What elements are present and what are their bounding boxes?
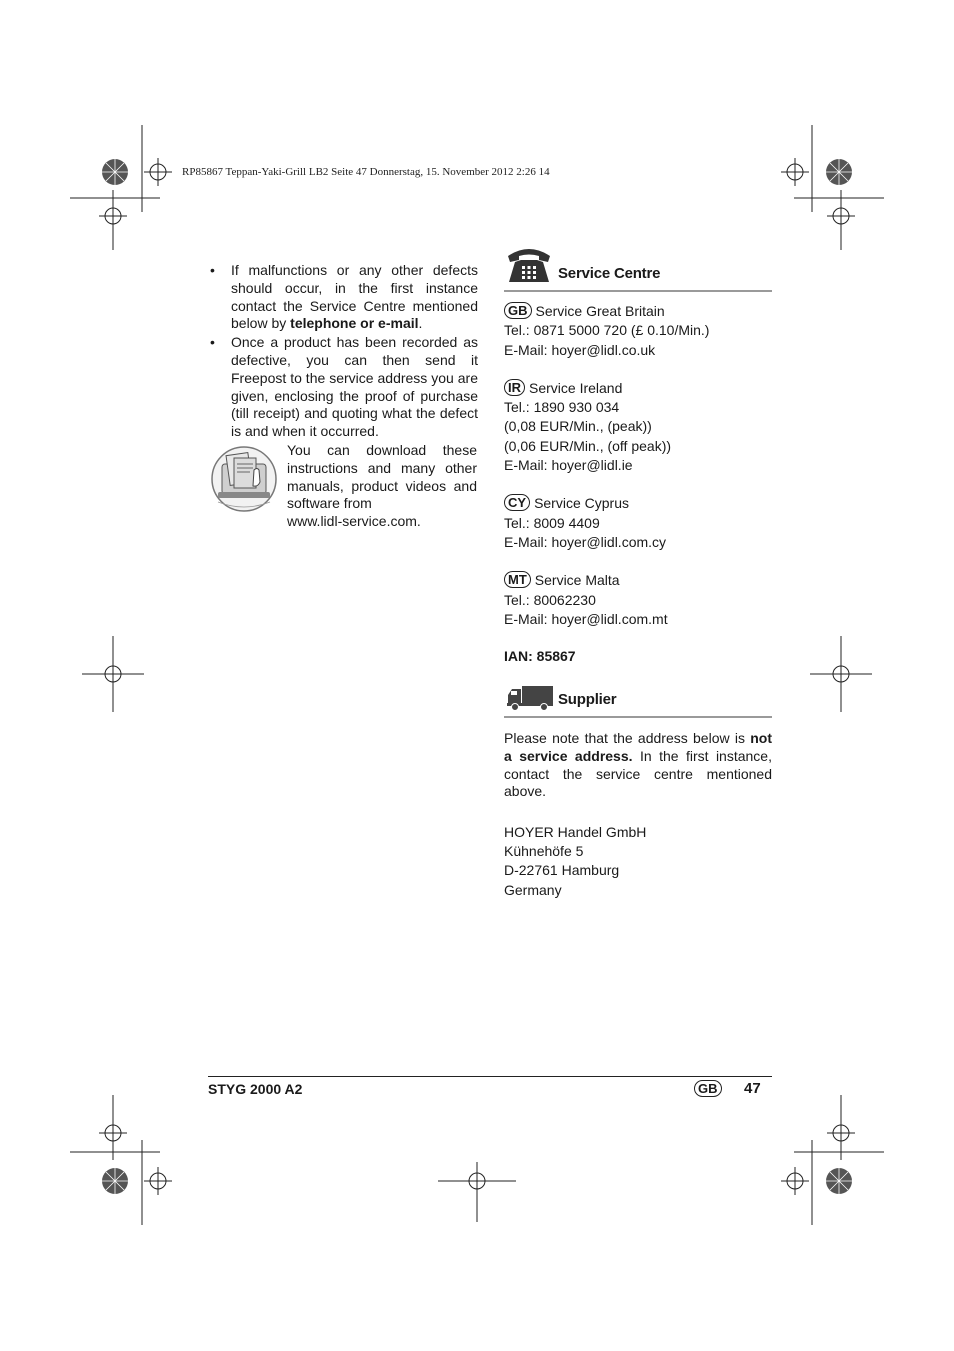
service-centre-heading: [504, 236, 772, 292]
model-number: STYG 2000 A2: [208, 1081, 303, 1097]
address-line: Germany: [504, 881, 562, 898]
ian-number: IAN: 85867: [504, 648, 576, 665]
country-badge: IR: [504, 379, 525, 396]
service-phone: Tel.: 1890 930 034: [504, 399, 620, 416]
lidl-service-tablet-icon: [210, 446, 278, 512]
download-info: [210, 442, 478, 534]
instructions-list: [210, 262, 478, 441]
address-line: HOYER Handel GmbH: [504, 823, 647, 840]
left-column: [210, 262, 478, 534]
list-item: • Once a product has been recorded as defective, you can then send it Freepost to the service address you are given, enclosing the proof of purchase (till receipt) and quoting what the defect is and when it occurred.: [210, 334, 478, 441]
service-centre-title: Service Centre: [558, 264, 661, 282]
country-badge: CY: [504, 494, 530, 511]
print-slug: RP85867 Teppan-Yaki-Grill LB2 Seite 47 Donnerstag, 15. November 2012 2:26 14: [182, 166, 550, 178]
supplier-heading: [504, 680, 772, 718]
service-email[interactable]: E-Mail: hoyer@lidl.ie: [504, 457, 633, 474]
service-entry-title: CY Service Cyprus: [504, 494, 772, 513]
service-email[interactable]: E-Mail: hoyer@lidl.com.mt: [504, 610, 668, 627]
service-email[interactable]: E-Mail: hoyer@lidl.com.cy: [504, 533, 667, 550]
service-phone: Tel.: 80062230: [504, 591, 596, 608]
supplier-note: Please note that the address below is not a service address. In the first instance, contact the service centre mentioned above.: [504, 730, 772, 800]
language-badge: GB: [694, 1080, 722, 1097]
service-rate: (0,06 EUR/Min., (off peak)): [504, 437, 672, 454]
service-entry-title: GB Service Great Britain: [504, 302, 772, 321]
service-entry-title: IR Service Ireland: [504, 379, 772, 398]
service-entry-title: MT Service Malta: [504, 571, 772, 590]
service-entries: [504, 302, 772, 629]
contact-method: telephone or e-mail: [290, 315, 419, 332]
service-phone: Tel.: 8009 4409: [504, 514, 600, 531]
page-number: 47: [744, 1080, 761, 1097]
country-badge: MT: [504, 571, 531, 588]
right-column: [504, 236, 772, 900]
service-email[interactable]: E-Mail: hoyer@lidl.co.uk: [504, 341, 656, 358]
supplier-address: [504, 823, 772, 900]
country-badge: GB: [504, 302, 532, 319]
download-text: You can download these instructions and many other manuals, product videos and software from: [287, 441, 477, 512]
telephone-icon: [506, 246, 552, 284]
list-item: • If malfunctions or any other defects should occur, in the first instance contact the Service Centre mentioned below by telephone or e-mail.: [210, 262, 478, 333]
truck-icon: [506, 685, 554, 711]
address-line: D-22761 Hamburg: [504, 862, 620, 879]
address-line: Kühnehöfe 5: [504, 843, 584, 860]
download-url-link[interactable]: www.lidl-service.com.: [287, 513, 421, 530]
page-footer: [208, 1076, 772, 1105]
supplier-title: Supplier: [558, 691, 617, 709]
service-phone: Tel.: 0871 5000 720 (£ 0.10/Min.): [504, 322, 710, 339]
service-rate: (0,08 EUR/Min., (peak)): [504, 418, 652, 435]
